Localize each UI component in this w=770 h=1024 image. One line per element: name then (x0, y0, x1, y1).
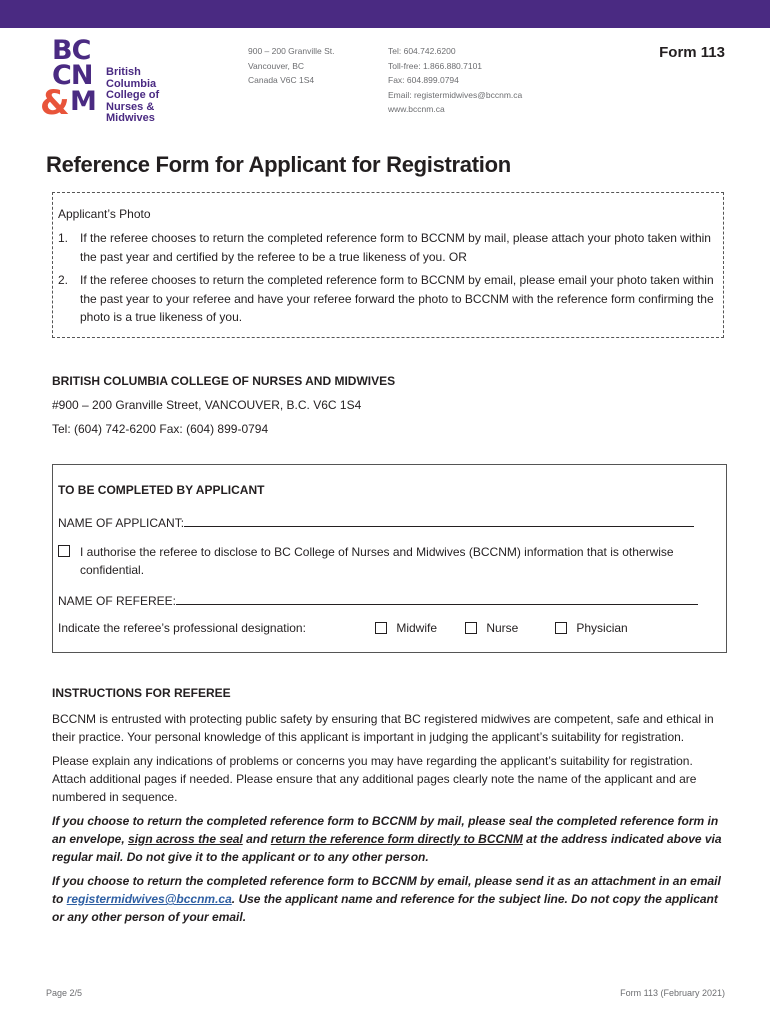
applicant-section (52, 464, 727, 653)
applicant-name-row (58, 514, 694, 530)
midwife-checkbox[interactable] (375, 622, 387, 634)
instructions-paragraph: BCCNM is entrusted with protecting public safety by ensuring that BC registered midwives are competent, safe and ethical in their practice. Your personal knowledge of this applicant is important in judging the applicant’s suitability for registration. (52, 712, 714, 744)
photo-box-label: Applicant’s Photo (58, 207, 151, 221)
nurse-checkbox[interactable] (465, 622, 477, 634)
authorise-checkbox[interactable] (58, 545, 70, 557)
email-instructions: If you choose to return the completed reference form to BCCNM by email, please send it as an attachment in an email to registermidwives@bccnm.ca. Use the applicant name and reference for the subject line. Do not copy the applicant or any other person of your email. (52, 874, 721, 924)
email-link[interactable]: registermidwives@bccnm.ca (66, 892, 232, 906)
logo-ampersand: & (40, 83, 70, 123)
logo-monogram: BC CN (52, 35, 93, 91)
logo-m: M (70, 86, 97, 117)
page-title: Reference Form for Applicant for Registration (46, 152, 511, 177)
college-address: #900 – 200 Granville Street, VANCOUVER, B.C. V6C 1S4 (52, 398, 362, 412)
logo-org-name: British Columbia College of Nurses & Midwives (106, 66, 160, 124)
list-item: 2. If the referee chooses to return the completed reference form to BCCNM by email, please email your photo taken within the past year to your referee and have your referee forward the photo to BCCNM with the reference form confirming the photo is a true likeness of you. (58, 273, 714, 324)
designation-option-midwife[interactable]: Midwife (375, 621, 437, 635)
applicant-name-field[interactable] (184, 514, 694, 527)
applicant-name-label: NAME OF APPLICANT: (58, 516, 185, 530)
page-number: Page 2/5 (46, 988, 83, 998)
authorise-text: I authorise the referee to disclose to BC College of Nurses and Midwives (BCCNM) information that is otherwise confidential. (80, 545, 674, 577)
applicant-photo-box[interactable] (52, 192, 724, 338)
college-info (52, 369, 395, 441)
physician-checkbox[interactable] (555, 622, 567, 634)
referee-name-row (58, 592, 698, 608)
list-item: 1. If the referee chooses to return the completed reference form to BCCNM by mail, please attach your photo taken within the past year and certified by the referee to be a true likeness of you. OR (58, 231, 711, 264)
designation-option-physician[interactable]: Physician (555, 621, 628, 635)
applicant-section-heading: TO BE COMPLETED BY APPLICANT (58, 483, 265, 497)
referee-instructions (52, 684, 724, 932)
college-heading: BRITISH COLUMBIA COLLEGE OF NURSES AND MIDWIVES (52, 374, 396, 388)
designation-option-nurse[interactable]: Nurse (465, 621, 518, 635)
photo-instructions-list (56, 229, 716, 332)
top-color-bar (0, 0, 770, 28)
bccnm-logo (40, 35, 170, 128)
form-date: Form 113 (February 2021) (620, 988, 725, 998)
contact-info: Tel: 604.742.6200 Toll-free: 1.866.880.7101 Fax: 604.899.0794 Email: registermidwives@bccnm.ca www.bccnm.ca (388, 46, 523, 114)
college-phones: Tel: (604) 742-6200 Fax: (604) 899-0794 (52, 422, 269, 436)
referee-name-field[interactable] (176, 592, 698, 605)
form-number: Form 113 (659, 44, 725, 61)
instructions-heading: INSTRUCTIONS FOR REFEREE (52, 686, 231, 700)
mail-instructions: If you choose to return the completed reference form to BCCNM by mail, please seal the completed reference form in an envelope, sign across the seal and return the reference form directly to BCCNM at the address indicated above via regular mail. Do not give it to the applicant or to any other person. (52, 814, 722, 864)
mailing-address: 900 – 200 Granville St. Vancouver, BC Canada V6C 1S4 (248, 46, 335, 85)
designation-label: Indicate the referee’s professional designation: (58, 621, 306, 635)
authorise-row (58, 543, 718, 579)
referee-name-label: NAME OF REFEREE: (58, 594, 177, 608)
instructions-paragraph: Please explain any indications of problems or concerns you may have regarding the applicant’s suitability for registration. Attach additional pages if needed. Please ensure that any additional pages clearly note the name of the applicant and are numbered in sequence. (52, 754, 697, 804)
